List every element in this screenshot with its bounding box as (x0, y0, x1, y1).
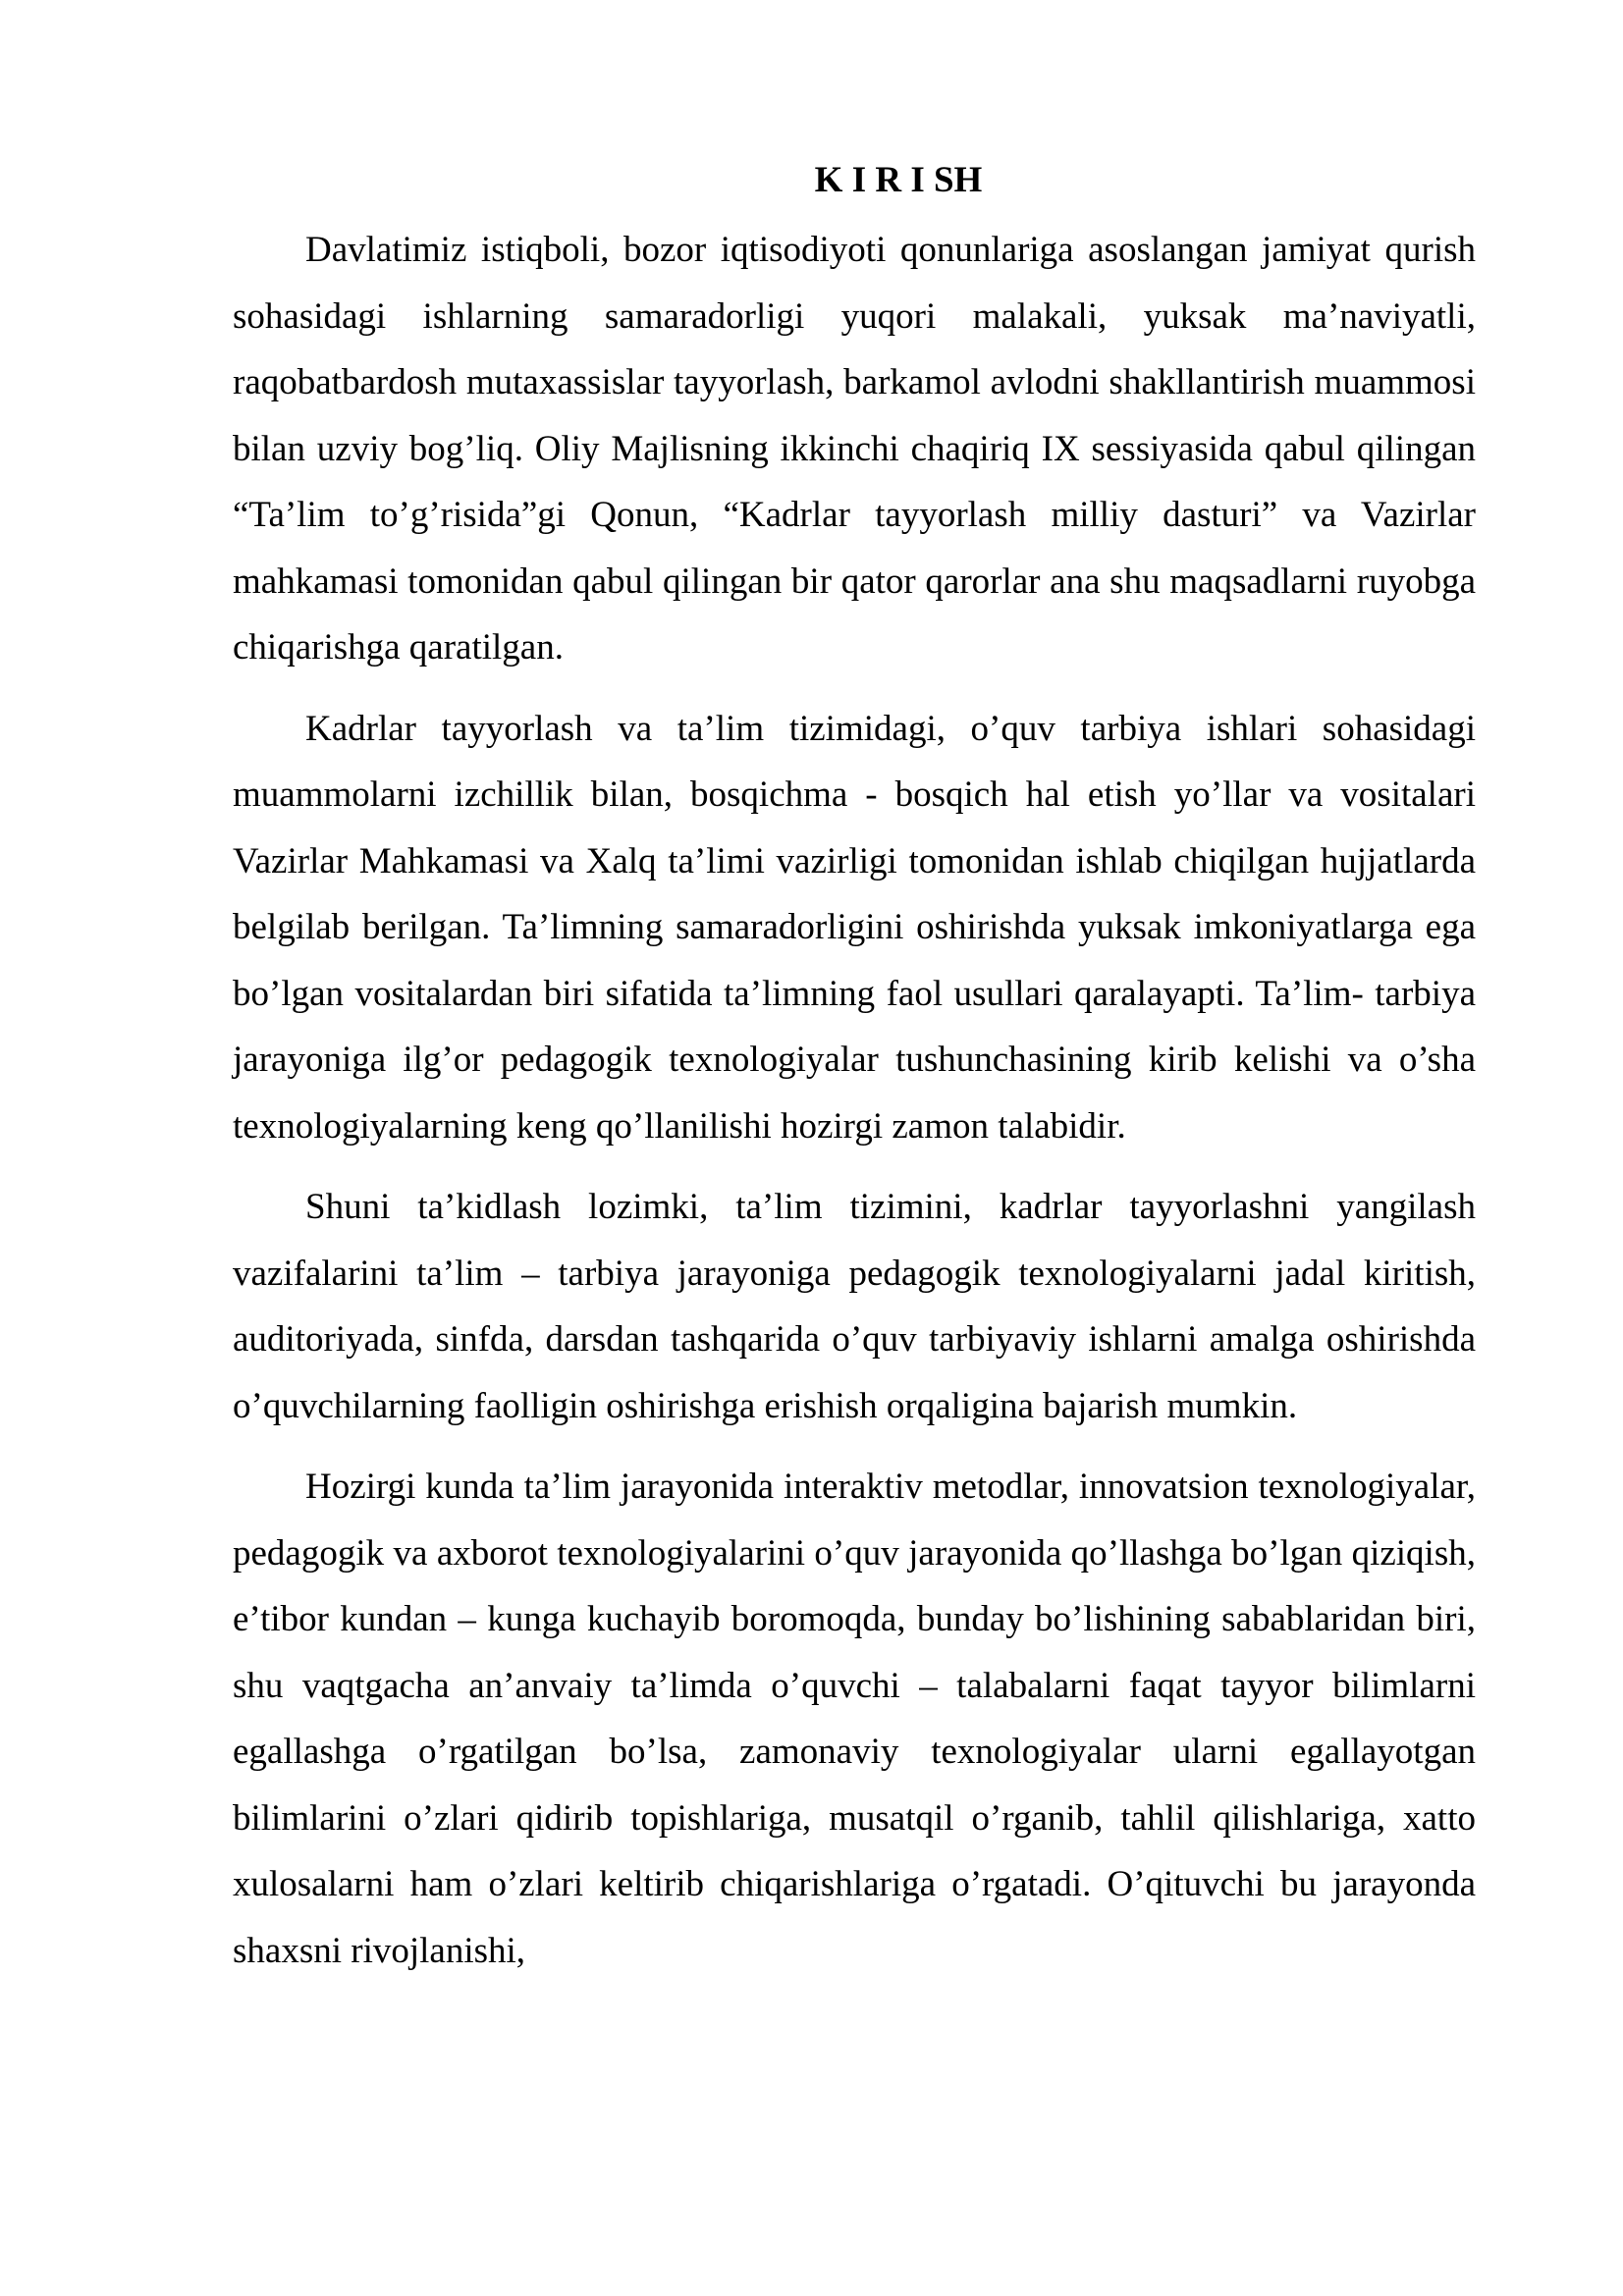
paragraph-2: Kadrlar tayyorlash va ta’lim tizimidagi, o’quv tarbiya ishlari sohasidagi muammolarni izchillik bilan, bosqichma - bosqich hal etish yo’llar va vositalari Vazirlar Mahkamasi va Xalq ta’limi vazirligi tomonidan ishlab chiqilgan hujjatlarda belgilab berilgan. Ta’limning samaradorligini oshirishda yuksak imkoniyatlarga ega bo’lgan vositalardan biri sifatida ta’limning faol usullari qaralayapti. Ta’lim- tarbiya jarayoniga ilg’or pedagogik texnologiyalar tushunchasining kirib kelishi va o’sha texnologiyalarning keng qo’llanilishi hozirgi zamon talabidir. (233, 708, 1476, 1147)
paragraph-3: Shuni ta’kidlash lozimki, ta’lim tizimini, kadrlar tayyorlashni yangilash vazifalarini ta’lim – tarbiya jarayoniga pedagogik texnologiyalarni jadal kiritish, auditoriyada, sinfda, darsdan tashqarida o’quv tarbiyaviy ishlarni amalga oshirishda o’quvchilarning faolligin oshirishga erishish orqaligina bajarish mumkin. (233, 1187, 1476, 1426)
document-body (233, 147, 1476, 1999)
paragraph-4: Hozirgi kunda ta’lim jarayonida interaktiv metodlar, innovatsion texnologiyalar, pedagogik va axborot texnologiyalarini o’quv jarayonida qo’llashga bo’lgan qiziqish, e’tibor kundan – kunga kuchayib boromoqda, bunday bo’lishining sabablaridan biri, shu vaqtgacha an’anvaiy ta’limda o’quvchi – talabalarni faqat tayyor bilimlarni egallashga o’rgatilgan bo’lsa, zamonaviy texnologiyalar ularni egallayotgan bilimlarini o’zlari qidirib topishlariga, musatqil o’rganib, tahlil qilishlariga, xatto xulosalarni ham o’zlari keltirib chiqarishlariga o’rgatadi. O’qituvchi bu jarayonda shaxsni rivojlanishi, (233, 1467, 1476, 1971)
page-title: K I R I SH (814, 160, 983, 200)
paragraph-1: Davlatimiz istiqboli, bozor iqtisodiyoti qonunlariga asoslangan jamiyat qurish sohasidagi ishlarning samaradorligi yuqori malakali, yuksak ma’naviyatli, raqobatbardosh mutaxassislar tayyorlash, barkamol avlodni shakllantirish muammosi bilan uzviy bog’liq. Oliy Majlisning ikkinchi chaqiriq IX sessiyasida qabul qilingan “Ta’lim to’g’risida”gi Qonun, “Kadrlar tayyorlash milliy dasturi” va Vazirlar mahkamasi tomonidan qabul qilingan bir qator qarorlar ana shu maqsadlarni ruyobga chiqarishga qaratilgan. (233, 230, 1476, 667)
